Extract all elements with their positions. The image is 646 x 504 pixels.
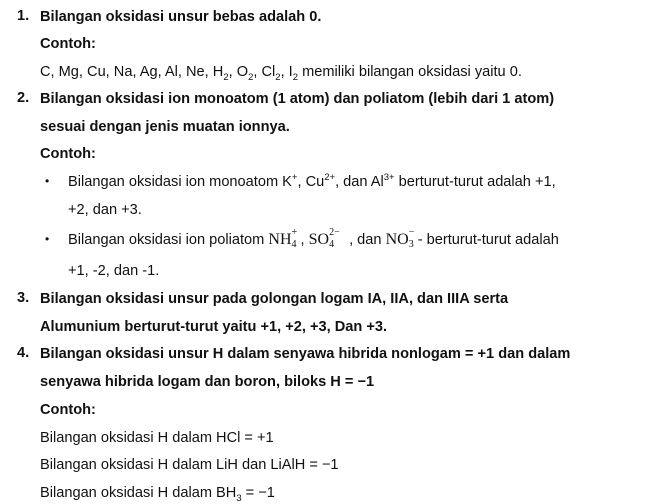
item-2-bullet-2-line2: +1, -2, dan -1.: [68, 263, 160, 279]
so4-formula: [308, 227, 349, 250]
nh-charge: +: [291, 227, 298, 238]
cl2-subscript: 2: [275, 71, 281, 83]
so-base: SO: [308, 231, 330, 248]
item-4-example-2: Bilangan oksidasi H dalam LiH dan LiAlH = −1: [40, 457, 339, 473]
item-1-example-pre: C, Mg, Cu, Na, Ag, Al, Ne, H: [40, 64, 224, 80]
item-2-heading-line1: Bilangan oksidasi ion monoatom (1 atom) dan poliatom (lebih dari 1 atom): [40, 91, 555, 107]
item-3-heading-line1: Bilangan oksidasi unsur pada golongan logam IA, IIA, dan IIIA serta: [40, 291, 509, 307]
item-2-heading-line2: sesuai dengan jenis muatan ionnya.: [40, 119, 290, 135]
bullet-2-sep1: ,: [300, 232, 309, 248]
item-1-example-label: Contoh:: [40, 36, 96, 52]
cu-superscript: 2+: [324, 172, 336, 184]
item-2-example-label: Contoh:: [40, 146, 96, 162]
k-superscript: +: [291, 172, 298, 184]
example-3-pre: Bilangan oksidasi H dalam BH: [40, 485, 237, 501]
o2-subscript: 2: [248, 71, 254, 83]
bullet-1-post: berturut-turut adalah +1,: [394, 174, 556, 190]
bh3-subscript: 3: [236, 492, 242, 504]
bullet-1-al: , dan Al: [335, 174, 384, 190]
item-1-example-i: , I: [280, 64, 293, 80]
item-3-heading-line2: Alumunium berturut-turut yaitu +1, +2, +3, Dan +3.: [40, 319, 388, 335]
item-2-bullet-1-line2: +2, dan +3.: [68, 202, 142, 218]
bullet-2-pre: Bilangan oksidasi ion poliatom: [68, 232, 269, 248]
item-1-number: 1.: [17, 8, 30, 24]
bullet-icon: •: [45, 232, 50, 246]
bullet-icon: •: [45, 174, 50, 188]
nh-subscript: 4: [291, 239, 297, 250]
item-4-heading-line2: senyawa hibrida logam dan boron, biloks H = −1: [40, 374, 375, 390]
item-1-example-cl: , Cl: [253, 64, 276, 80]
bullet-2-sep2: , dan: [349, 232, 386, 248]
so-charge: 2−: [329, 227, 340, 238]
item-1-heading: Bilangan oksidasi unsur bebas adalah 0.: [40, 9, 322, 25]
item-4-example-label: Contoh:: [40, 402, 96, 418]
item-1-example-text: [40, 63, 522, 81]
example-3-post: = −1: [241, 485, 275, 501]
nh4-formula: [268, 227, 300, 250]
bullet-2-post: - berturut-turut adalah: [417, 232, 559, 248]
no3-formula: [385, 227, 418, 250]
so-subscript: 4: [329, 239, 335, 250]
item-4-heading-line1: Bilangan oksidasi unsur H dalam senyawa hibrida nonlogam = +1 dan dalam: [40, 346, 571, 362]
item-4-example-3: [40, 484, 275, 502]
item-1-example-post: memiliki bilangan oksidasi yaitu 0.: [298, 64, 522, 80]
no-charge: −: [408, 227, 415, 238]
bullet-1-cu: , Cu: [297, 174, 325, 190]
item-3-number: 3.: [17, 290, 30, 306]
bullet-1-pre: Bilangan oksidasi ion monoatom K: [68, 174, 292, 190]
item-2-bullet-1: [68, 173, 556, 191]
nh-base: NH: [268, 231, 292, 248]
al-superscript: 3+: [383, 172, 395, 184]
no-base: NO: [385, 231, 409, 248]
no-subscript: 3: [408, 239, 414, 250]
i2-subscript: 2: [292, 71, 299, 83]
item-4-example-1: Bilangan oksidasi H dalam HCl = +1: [40, 430, 274, 446]
h2-subscript: 2: [223, 71, 229, 83]
item-4-number: 4.: [17, 345, 30, 361]
item-2-number: 2.: [17, 90, 30, 106]
item-1-example-o: , O: [228, 64, 249, 80]
item-2-bullet-2: [68, 227, 559, 250]
